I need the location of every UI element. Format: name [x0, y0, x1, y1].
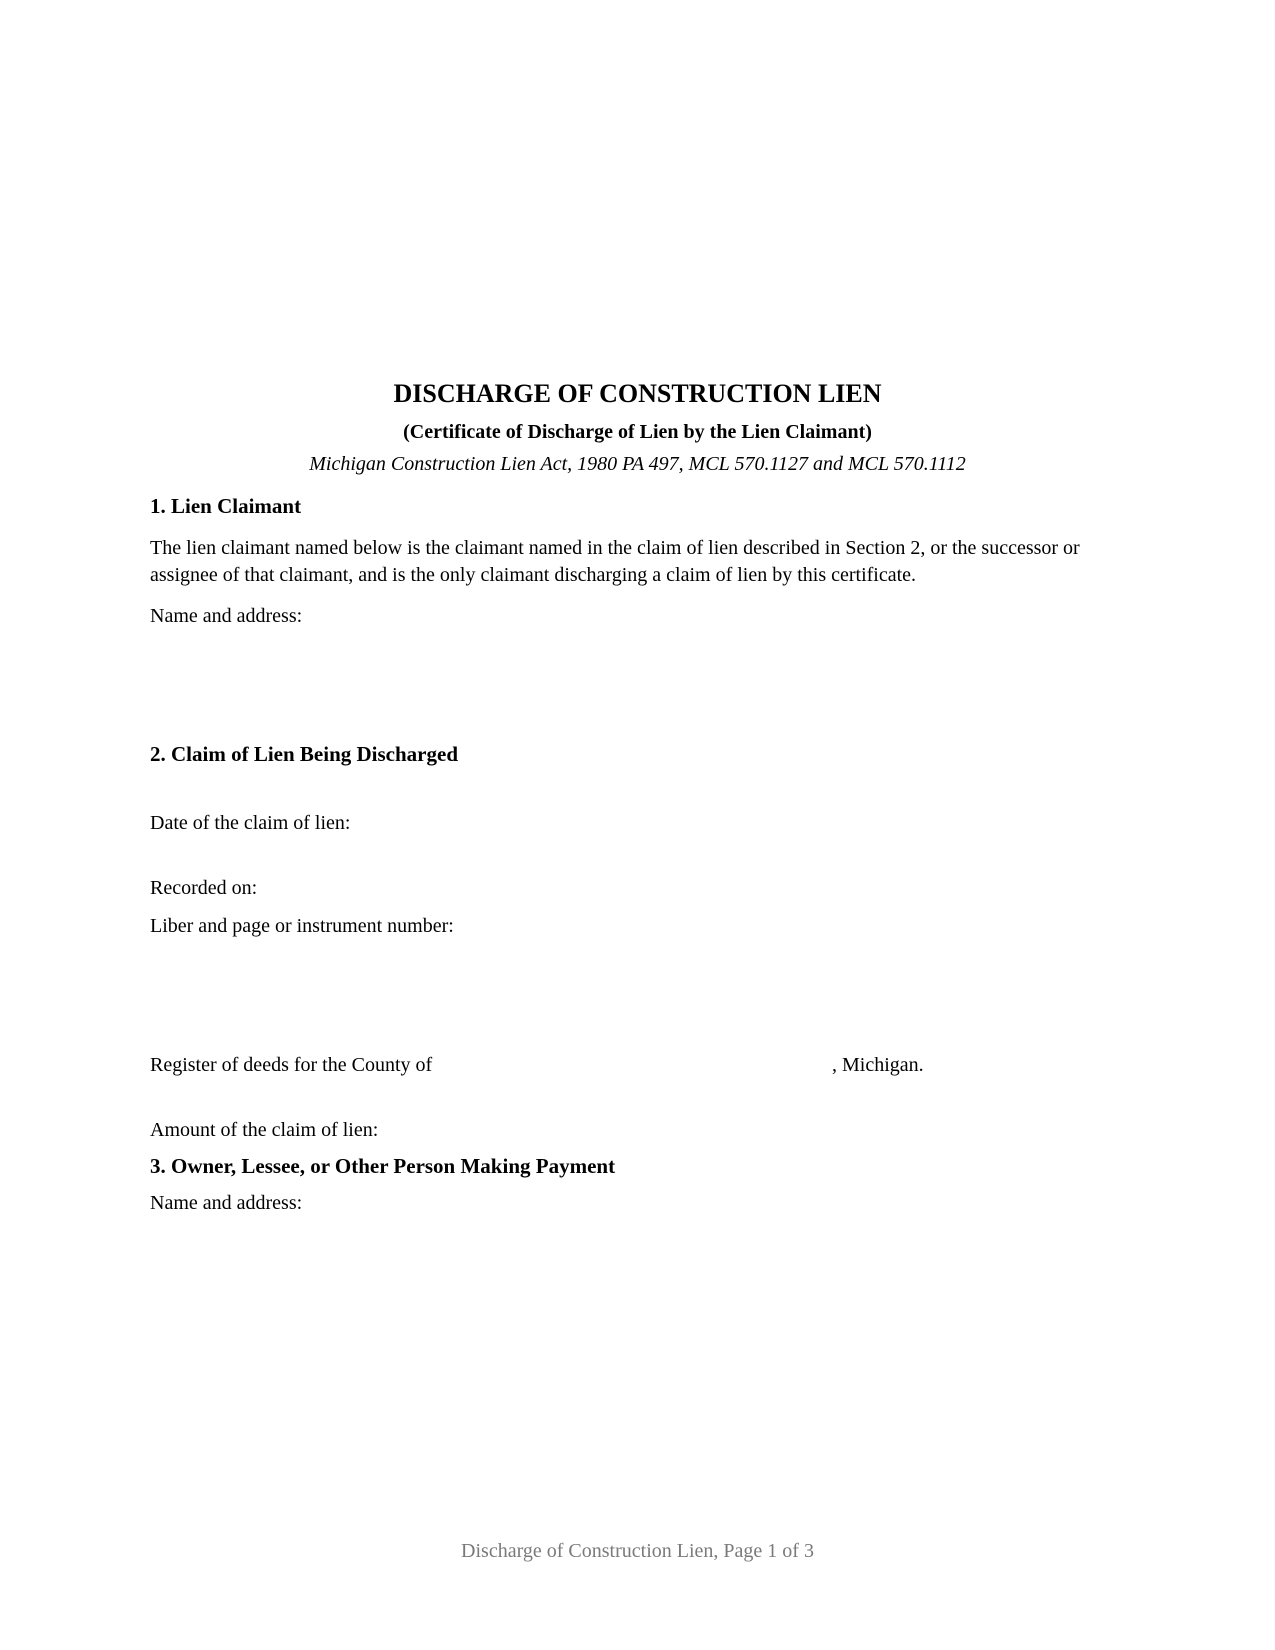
recorded-on-label: Recorded on:	[150, 877, 258, 899]
payer-name-address-label: Name and address:	[150, 1192, 303, 1214]
liber-page-label: Liber and page or instrument number:	[150, 915, 454, 937]
section1-heading: 1. Lien Claimant	[150, 494, 302, 518]
section3-heading: 3. Owner, Lessee, or Other Person Making Payment	[150, 1154, 616, 1178]
claim-amount-label: Amount of the claim of lien:	[150, 1119, 379, 1141]
claimant-name-address-label: Name and address:	[150, 605, 303, 627]
register-of-deeds-label: Register of deeds for the County of	[150, 1054, 433, 1076]
claim-date-label: Date of the claim of lien:	[150, 812, 351, 834]
statute-reference: Michigan Construction Lien Act, 1980 PA 497, MCL 570.1127 and MCL 570.1112	[309, 453, 966, 475]
section2-heading: 2. Claim of Lien Being Discharged	[150, 742, 458, 766]
page-footer: Discharge of Construction Lien, Page 1 of 3	[461, 1540, 814, 1562]
section1-paragraph: The lien claimant named below is the claimant named in the claim of lien described in Section 2, or the successor or assignee of that claimant, and is the only claimant discharging a claim of lien by this certificate.	[150, 537, 1080, 586]
michigan-suffix: , Michigan.	[832, 1054, 924, 1076]
document-title: DISCHARGE OF CONSTRUCTION LIEN	[393, 379, 882, 408]
document-subtitle: (Certificate of Discharge of Lien by the Lien Claimant)	[403, 421, 872, 443]
